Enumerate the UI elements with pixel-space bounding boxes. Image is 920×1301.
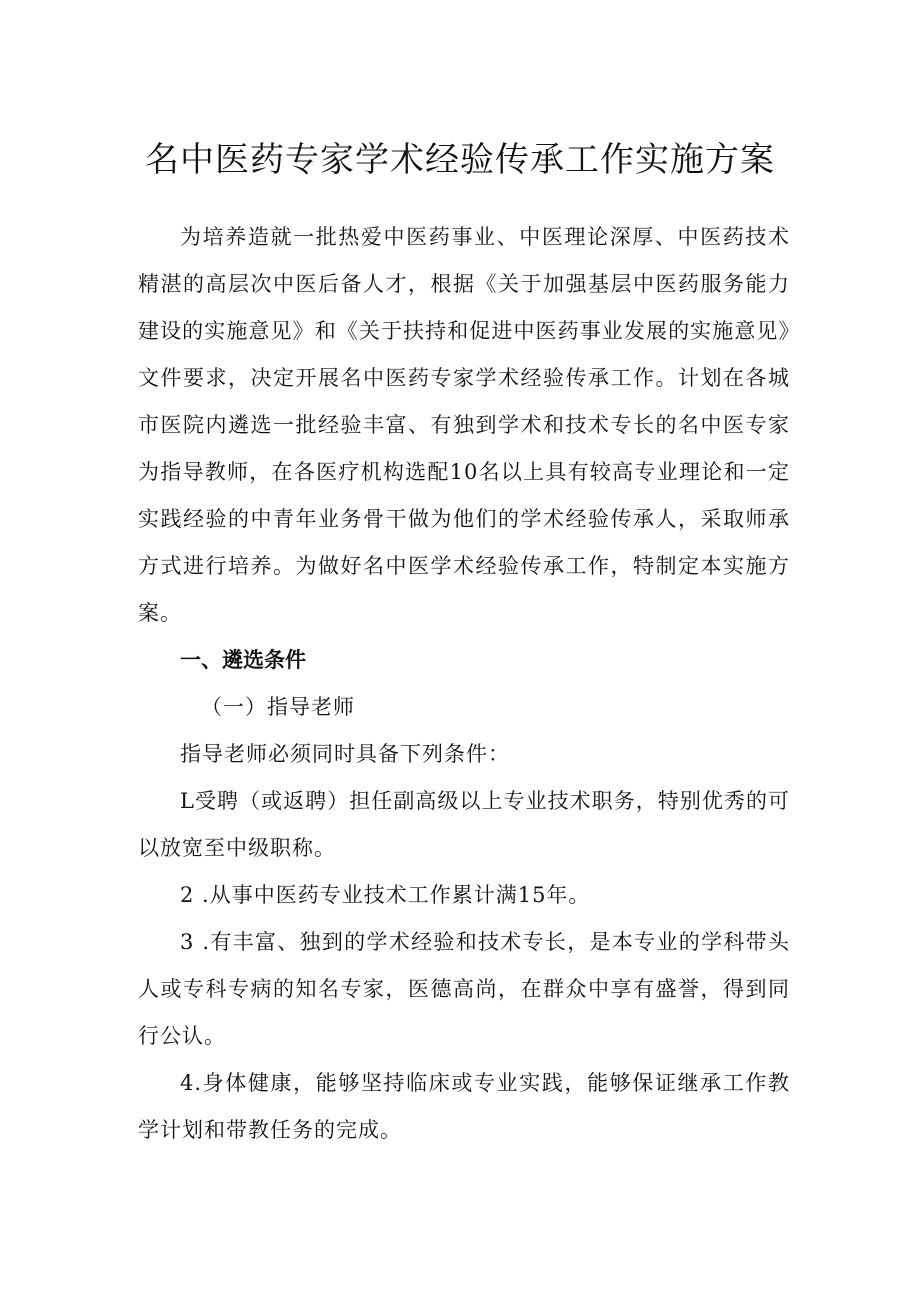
section-heading-selection-criteria: 一、遴选条件 <box>180 648 306 672</box>
document-title: 名中医药专家学术经验传承工作实施方案 <box>145 140 775 180</box>
condition-item-3: 3 .有丰富、独到的学术经验和技术专长，是本专业的学科带头人或专科专病的知名专家，医德高尚，在群众中享有盛誉，得到同行公认。 <box>138 930 790 1048</box>
condition-item-4: 4.身体健康，能够坚持临床或专业实践，能够保证继承工作教学计划和带教任务的完成。 <box>138 1071 790 1142</box>
condition-item-1: L受聘（或返聘）担任副高级以上专业技术职务，特别优秀的可以放宽至中级职称。 <box>138 789 790 860</box>
intro-paragraph: 为培养造就一批热爱中医药事业、中医理论深厚、中医药技术精湛的高层次中医后备人才，根据《关于加强基层中医药服务能力建设的实施意见》和《关于扶持和促进中医药事业发展的实施意见》文件要求，决定开展名中医药专家学术经验传承工作。计划在各城市医院内遴选一批经验丰富、有独到学术和技术专长的名中医专家为指导教师，在各医疗机构选配10名以上具有较高专业理论和一定实践经验的中青年业务骨干做为他们的学术经验传承人，采取师承方式进行培养。为做好名中医学术经验传承工作，特制定本实施方案。 <box>138 225 790 625</box>
condition-item-2: 2 .从事中医药专业技术工作累计满15年。 <box>180 883 591 907</box>
subsection-heading-instructor: （一）指导老师 <box>201 695 355 719</box>
conditions-intro: 指导老师必须同时具备下列条件： <box>180 742 510 766</box>
document-body <box>138 214 790 1154</box>
